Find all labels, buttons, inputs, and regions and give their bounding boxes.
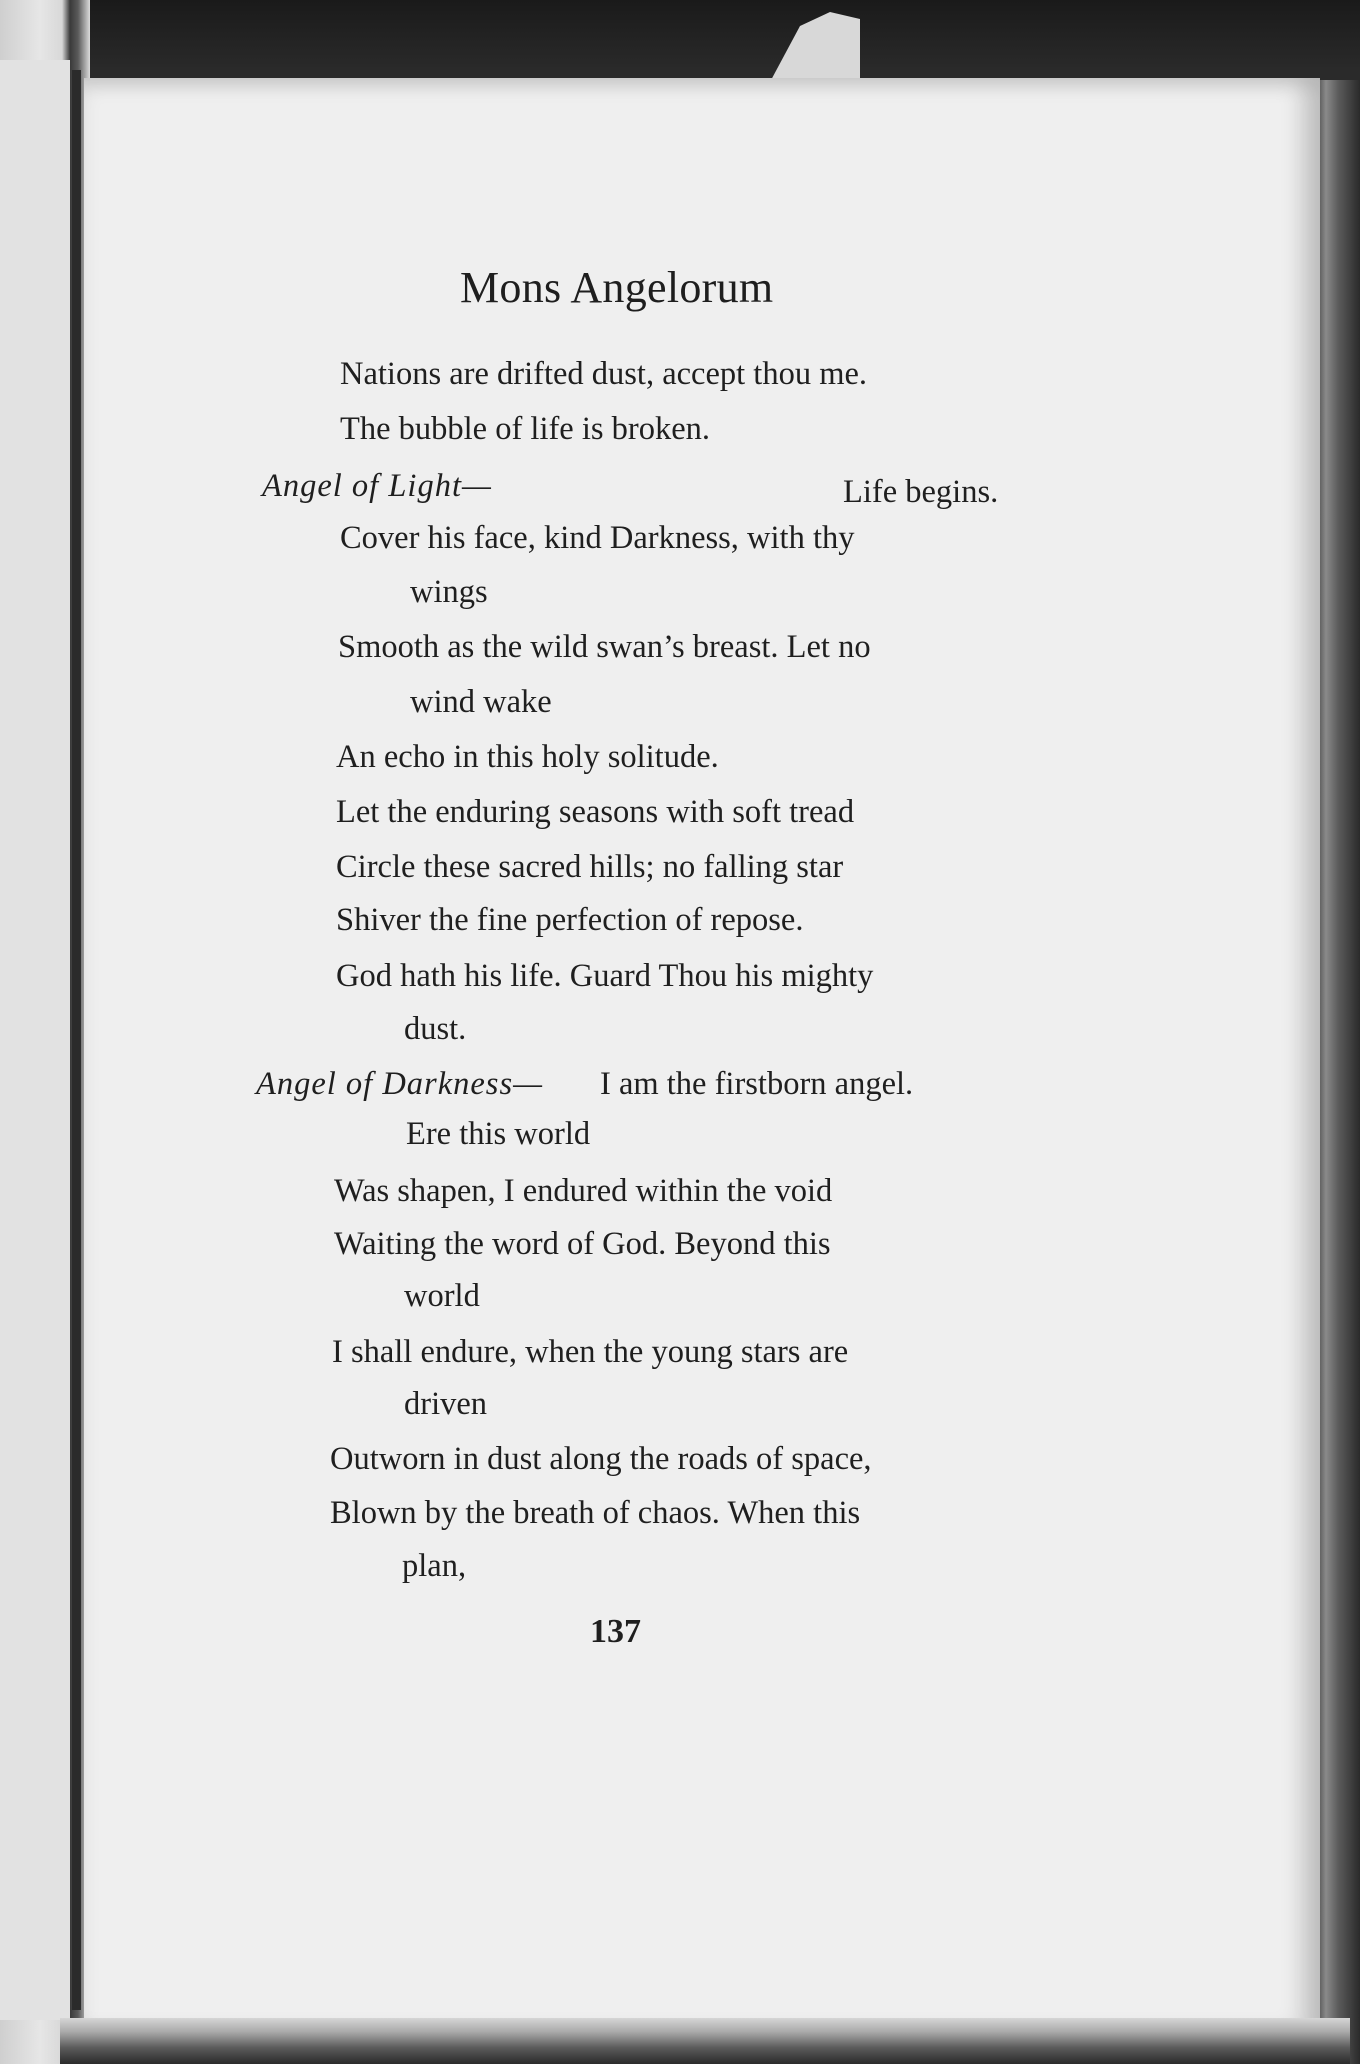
- verse-line: Cover his face, kind Darkness, with thy: [340, 520, 855, 556]
- verse-line-continuation: plan,: [402, 1548, 467, 1584]
- verse-line: Life begins.: [843, 474, 999, 510]
- facing-page-edge: [0, 60, 70, 2020]
- verse-line-continuation: wings: [410, 574, 488, 610]
- running-head: Mons Angelorum: [460, 263, 774, 312]
- verse-line: Let the enduring seasons with soft tread: [336, 794, 855, 830]
- verse-line: Outworn in dust along the roads of space,: [330, 1441, 872, 1477]
- verse-line: Circle these sacred hills; no falling star: [336, 849, 844, 885]
- verse-line: Was shapen, I endured within the void: [334, 1173, 833, 1209]
- fore-edge: [1318, 80, 1360, 2064]
- gutter: [72, 70, 81, 2010]
- verse-line: Blown by the breath of chaos. When this: [330, 1495, 861, 1531]
- page-tab: [760, 12, 860, 82]
- verse-line-continuation: dust.: [404, 1011, 467, 1047]
- verse-line-continuation: driven: [404, 1386, 488, 1422]
- page-number: 137: [590, 1613, 641, 1650]
- verse-line: Nations are drifted dust, accept thou me.: [340, 356, 868, 392]
- verse-line: The bubble of life is broken.: [340, 411, 711, 447]
- verse-line: God hath his life. Guard Thou his mighty: [336, 958, 874, 994]
- verse-line: I am the firstborn angel.: [600, 1066, 914, 1102]
- verse-line: An echo in this holy solitude.: [336, 739, 719, 775]
- speaker-label-light: Angel of Light—: [262, 468, 492, 504]
- verse-line-continuation: wind wake: [410, 684, 552, 720]
- verse-line-continuation: world: [404, 1278, 480, 1314]
- page-bottom-edge: [60, 2018, 1350, 2064]
- verse-line: Smooth as the wild swan’s breast. Let no: [338, 629, 871, 665]
- verse-line: Shiver the fine perfection of repose.: [336, 902, 804, 938]
- verse-line-continuation: Ere this world: [406, 1116, 591, 1152]
- speaker-label-darkness: Angel of Darkness—: [256, 1066, 543, 1102]
- verse-line: I shall endure, when the young stars are: [332, 1334, 849, 1370]
- verse-line: Waiting the word of God. Beyond this: [334, 1226, 831, 1262]
